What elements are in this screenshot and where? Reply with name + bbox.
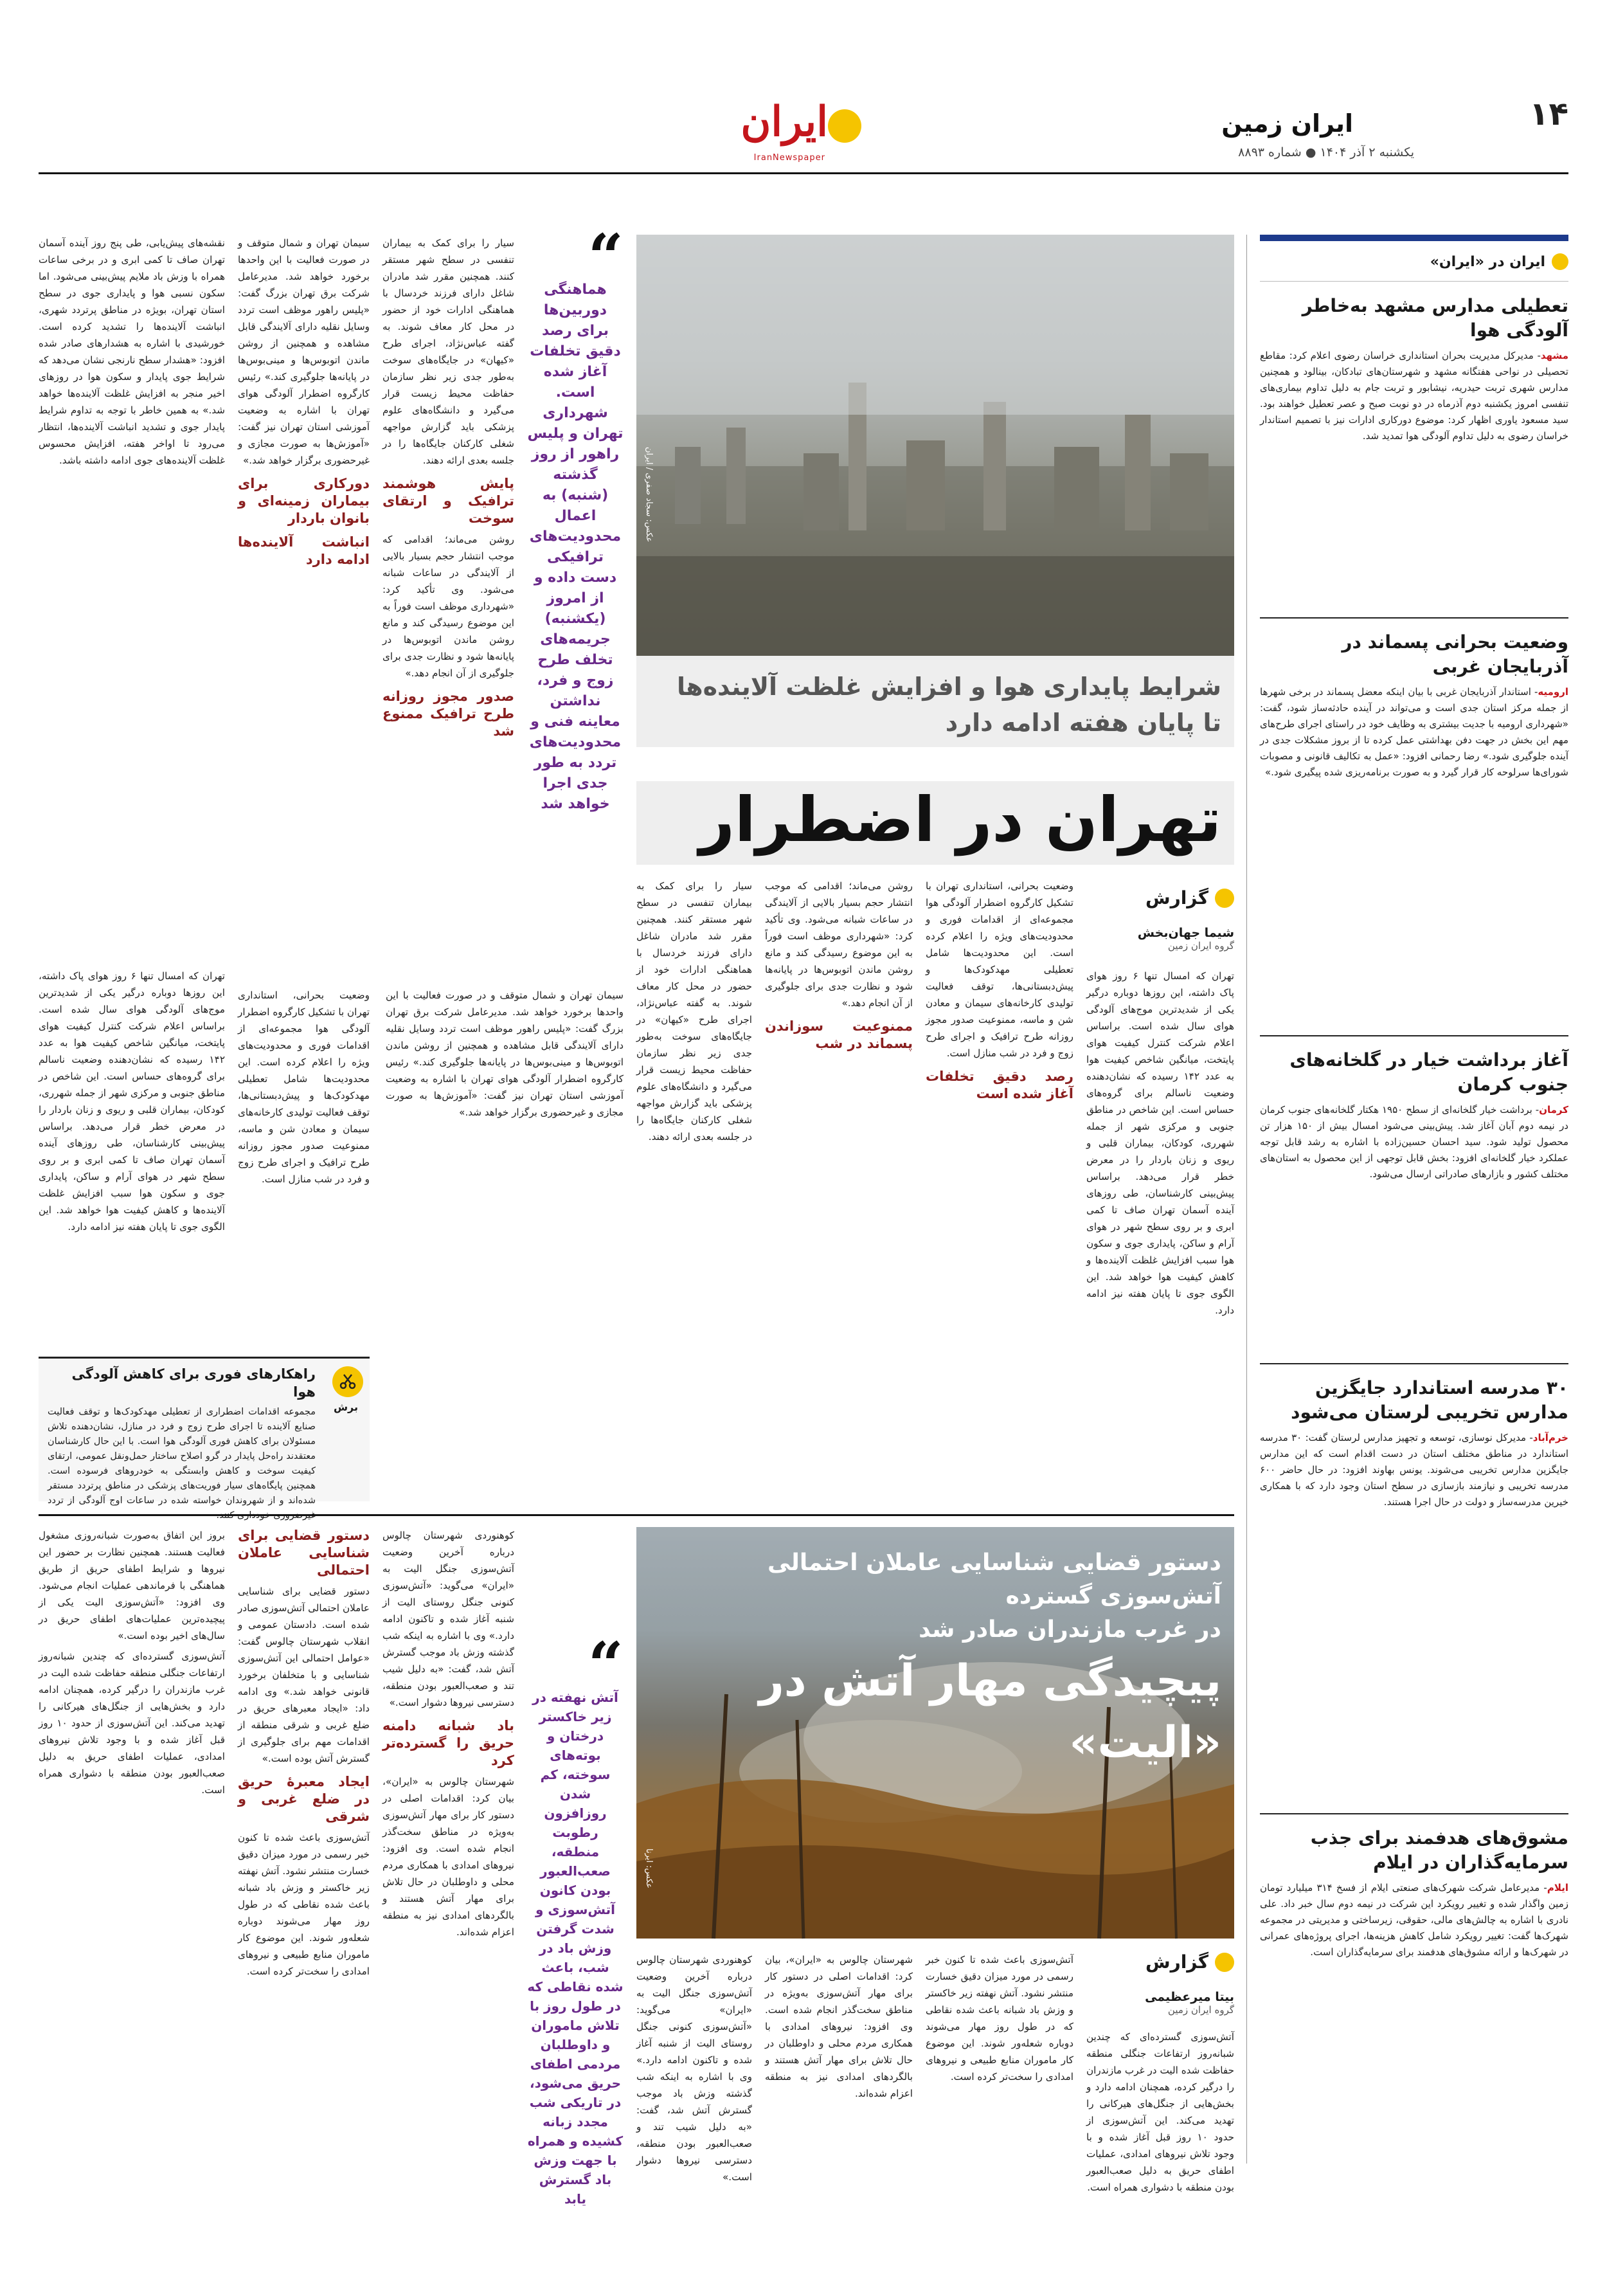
story-subhead: دستور قضایی برای شناسایی عاملان احتمالی [238,1528,370,1578]
sidebar-divider [1260,281,1568,282]
story-subhead: پایش هوشمند ترافیک و ارتقای سوخت [382,476,514,526]
story-subhead: صدور مجوز روزانه طرح ترافیک ممنوع شد [382,689,514,739]
story-paragraph: آتش‌سوزی گسترده‌ای که چندین شبانه‌روز ارتفاعات جنگلی منطقه حفاظت شده الیت در غرب مازندران را درگیر کرده، همچنان ادامه دارد و بخش‌هایی از جنگل‌های هیرکانی را تهدید می‌کند. این آتش‌سوزی از حدود ۱۰ روز قبل آغاز شده و با وجود تلاش نیروهای امدادی، عملیات اطفای حریق به دلیل صعب‌العبور بودن منطقه با دشواری همراه است. [1086,2031,1234,2193]
author-name: بیتا میرعظیمی [1145,1990,1234,2004]
story-subhead: رصد دقیق تخلفات آغاز شده است [926,1069,1073,1101]
byline [1086,1990,1234,2016]
story-paragraph: شهرستان چالوس به «ایران»، بیان کرد: اقدامات اصلی در دستور کار برای مهار آتش‌سوزی به‌ویژه در مناطق سخت‌گذر انجام شده است. وی افزود: نیروهای امدادی با همکاری مردم محلی و داوطلبان در حال تلاش برای مهار آتش هستند و بالگردهای امدادی نیز به منطقه اعزام شده‌اند. [382,1776,514,1938]
sidebar-item-text: - برداشت خیار گلخانه‌ای از سطح ۱۹۵۰ هکتار گلخانه‌های جنوب کرمان در نیمه دوم آبان آغاز شد. پیش‌بینی می‌شود امسال بیش از ۱۵۰ هزار تن محصول تولید شود. سید احسان حسین‌زاده با اشاره به رشد قابل توجه عملکرد خیار گلخانه‌ای افزود: بخش قابل توجهی از این محصول به استان‌های مختلف کشور و بازارهای صادراتی ارسال می‌شود. [1260,1104,1568,1180]
story-paragraph: آتش‌سوزی باعث شده تا کنون خبر رسمی در مورد میزان دقیق خسارت منتشر نشود. آتش نهفته زیر خاکستر و وزش باد شبانه باعث شده نقاطی که در طول روز مهار می‌شوند دوباره شعله‌ور شوند. این موضوع کار ماموران منابع طبیعی و نیروهای امدادی را سخت‌تر کرده است. [926,1954,1073,2083]
sidebar-item-title[interactable]: مشوق‌های هدفمند برای جذب سرمایه‌گذاران در ایلام [1310,1827,1568,1873]
report-tag-label: گزارش [1145,887,1208,908]
story-paragraph: روشن می‌ماند؛ اقدامی که موجب انتشار حجم بسیار بالایی از آلایندگی در ساعات شبانه می‌شود. وی تأکید کرد: «شهرداری موظف است فوراً به این موضوع رسیدگی کند و مانع روشن ماندن اتوبوس‌ها در پایانه‌ها شود و نظارت جدی برای جلوگیری از آن انجام دهد.» [765,880,913,1009]
sidebar-item-body [1260,1430,1568,1510]
story-column [238,235,370,974]
author-desk: گروه ایران زمین [1167,940,1234,952]
sidebar-item[interactable] [1260,1826,1568,1960]
scissors-box-title: راهکارهای فوری برای کاهش آلودگی هوا [71,1366,316,1400]
sidebar-top-rule [1260,235,1568,241]
story-subhead: انباشت آلاینده‌ها ادامه دارد [238,534,370,567]
story-paragraph: آتش‌سوزی گسترده‌ای که چندین شبانه‌روز ارتفاعات جنگلی منطقه حفاظت شده الیت در غرب مازندران را درگیر کرده، همچنان ادامه دارد و بخش‌هایی از جنگل‌های هیرکانی را تهدید می‌کند. این آتش‌سوزی از حدود ۱۰ روز قبل آغاز شده و با وجود تلاش نیروهای امدادی، عملیات اطفای حریق به دلیل صعب‌العبور بودن منطقه با دشواری همراه است. [39,1650,225,1796]
kicker-line: تا پایان هفته ادامه دارد [945,709,1221,737]
report-dot-icon [1215,889,1234,908]
story-paragraph: تهران که امسال تنها ۶ روز هوای پاک داشته، این روزها دوباره درگیر یکی از شدیدترین موج‌های آلودگی هوای سال شده است. براساس اعلام شرکت کنترل کیفیت هوای پایتخت، میانگین شاخص کیفیت هوا به عدد ۱۴۲ رسیده که نشان‌دهنده وضعیت ناسالم برای گروه‌های حساس است. این شاخص در مناطق جنوبی و مرکزی شهر از جمله شهرری، کودکان، بیماران قلبی و ریوی و زنان باردار را در معرض خطر قرار می‌دهد. براساس پیش‌بینی کارشناسان، طی روزهای آینده آسمان تهران صاف تا کمی ابری و بر روی سطح شهر در هوای آرام و ساکن، پایداری جوی و سکون هوا سبب افزایش غلظت آلاینده‌ها و کاهش کیفیت هوا خواهد شد. این الگوی جوی تا پایان هفته نیز ادامه دارد. [1086,970,1234,1316]
sidebar-divider [1260,617,1568,619]
story-subhead: دورکاری برای بیماران زمینه‌ای و بانوان باردار [238,476,370,526]
story-paragraph: روشن می‌ماند؛ اقدامی که موجب انتشار حجم بسیار بالایی از آلایندگی در ساعات شبانه می‌شود. وی تأکید کرد: «شهرداری موظف است فوراً به این موضوع رسیدگی کند و مانع روشن ماندن اتوبوس‌ها در پایانه‌ها شود و نظارت جدی برای جلوگیری از آن انجام دهد.» [382,534,514,679]
issue-date: یکشنبه ۲ آذر ۱۴۰۴ ● شماره ۸۸۹۳ [1238,145,1414,159]
sidebar-item-title[interactable]: تعطیلی مدارس مشهد به‌خاطر آلودگی هوا [1302,295,1568,341]
story-column [39,968,225,1347]
story-paragraph: سیمان تهران و شمال متوقف و در صورت فعالیت با این واحدها برخورد خواهد شد. مدیرعامل شرکت برق تهران بزرگ گفت: «پلیس راهور موظف است تردد وسایل نقلیه دارای آلایندگی قابل مشاهده و همچنین از روشن ماندن اتوبوس‌ها و مینی‌بوس‌ها در پایانه‌ها جلوگیری کند.» رئیس کارگروه اضطرار آلودگی هوای تهران با اشاره به وضعیت آموزشی استان تهران نیز گفت: «آموزش‌ها به صورت مجازی و غیرحضوری برگزار خواهد شد.» [238,237,370,466]
report-tag-label: گزارش [1145,1951,1208,1973]
story-column [926,1951,1073,2266]
story-paragraph: نقشه‌های پیش‌یابی، طی پنج روز آینده آسمان تهران صاف تا کمی ابری و در برخی ساعات همراه با وزش باد ملایم پیش‌بینی می‌شود. اما سکون نسبی هوا و پایداری جوی در سطح استان تهران، بویژه در مناطق پرتردد شهری، انباشت آلاینده‌ها را تشدید کرده است. خورشیدی با اشاره به هشدارهای صادر شده افزود: «هشدار سطح نارنجی نشان می‌دهد که شرایط جوی پایدار و سکون هوا در روزهای اخیر منجر به افزایش غلظت آلاینده‌ها خواهد شد.» به همین خاطر با توجه به تداوم شرایط پایدار جوی و تشدید انباشت آلاینده‌ها، انتظار می‌رود تا اواخر هفته، افزایش محسوس غلظت آلاینده‌های جوی ادامه داشته باشد. [39,237,225,466]
sidebar-item-text: - مدیرکل مدیریت بحران استانداری خراسان رضوی اعلام کرد: مقاطع تحصیلی در نواحی هفتگانه مشهد و شهرستان‌های تبادکان، بینالود و همچنین مدارس شهری تربت حیدریه، نیشابور و تربت جام به دلیل تداوم بیماری‌های تنفسی امروز یکشنبه دوم آذرماه در دو نوبت صبح و عصر تعطیل خواهند بود. سید مسعود یاوری اظهار کرد: موضوع دورکاری ادارات نیز با تصمیم استاندار خراسان رضوی به دلیل تداوم آلودگی هوا تمدید شد. [1260,350,1568,442]
quote-mark-icon: “ [588,1629,624,1701]
sidebar-item[interactable] [1260,630,1568,781]
story-column [636,878,752,1501]
sidebar-item-lead: ارومیه [1538,686,1568,698]
page-number: ۱۴ [1529,95,1568,132]
story-paragraph: کوهنوردی شهرستان چالوس درباره آخرین وضعیت آتش‌سوزی جنگل الیت به «ایران» می‌گوید: «آتش‌سوزی کنونی جنگل روستای الیت از شنبه آغاز شده و تاکنون ادامه دارد.» وی با اشاره به اینکه شب گذشته وزش باد موجب گسترش آتش شد، گفت: «به دلیل شیب تند و صعب‌العبور بودن منطقه، دسترسی نیروها دشوار است.» [382,1530,514,1708]
sidebar-item-body [1260,348,1568,444]
story-column [238,1527,370,2266]
newspaper-logo[interactable] [741,98,861,174]
story-paragraph: بروز این اتفاق به‌صورت شبانه‌روزی مشغول فعالیت هستند. همچنین نظارت بر حضور این نیروها و شرایط اطفای حریق از طریق هماهنگی با فرماندهی عملیات انجام می‌شود. وی افزود: «آتش‌سوزی الیت یکی از پیچیده‌ترین عملیات‌های اطفای حریق در سال‌های اخیر بوده است.» [39,1530,225,1641]
bottom-kicker [656,1546,1221,1647]
sidebar-header [1260,249,1568,275]
story-paragraph: آتش‌سوزی باعث شده تا کنون خبر رسمی در مورد میزان دقیق خسارت منتشر نشود. آتش نهفته زیر خاکستر و وزش باد شبانه باعث شده نقاطی که در طول روز مهار می‌شوند دوباره شعله‌ور شوند. این موضوع کار ماموران منابع طبیعی و نیروهای امدادی را سخت‌تر کرده است. [238,1832,370,1977]
story-column [238,987,370,1347]
sidebar-item-lead: کرمان [1539,1104,1568,1116]
story-paragraph: وضعیت بحرانی، استانداری تهران با تشکیل کارگروه اضطرار آلودگی هوا مجموعه‌ای از اقدامات فوری و محدودیت‌های ویژه را اعلام کرده است. این محدودیت‌ها شامل تعطیلی مهدکودک‌ها و پیش‌دبستانی‌ها، توقف فعالیت تولیدی کارخانه‌های سیمان و معادن شن و ماسه، ممنوعیت صدور مجوز روزانه طرح ترافیک و اجرای طرح زوج و فرد در شب منازل است. [926,880,1073,1059]
sidebar-item-text: - مدیرکل نوسازی، توسعه و تجهیز مدارس لرستان گفت: ۳۰ مدرسه استاندارد در مناطق مختلف استان در دست اقدام است که این مدارس جایگزین مدارس تخریبی می‌شوند. یونس بهاوند افزود: در حال حاضر ۶۰۰ مدرسه تخریبی و نیازمند بازسازی در سطح استان وجود دارد که با همکاری خیرین مدرسه‌ساز و دولت در حال اجرا هستند. [1260,1432,1568,1508]
story-paragraph: سیار را برای کمک به بیماران تنفسی در سطح شهر مستقر کنند. همچنین مقرر شد مادران شاغل دارای فرزند خردسال با هماهنگی ادارات خود از حضور در محل کار معاف شوند. به گفته عباس‌نژاد، اجرای طرح «کیهان» در جایگاه‌های سوخت به‌طور جدی زیر نظر سازمان حفاظت محیط زیست قرار می‌گیرد و دانشگاه‌های علوم پزشکی باید گزارش مواجهه شغلی کارکنان جایگاه‌ها را در جلسه بعدی ارائه دهند. [382,237,514,466]
story-column [636,1951,752,2266]
report-dot-icon [1215,1953,1234,1972]
story-column [926,878,1073,1501]
sidebar-item-title[interactable]: ۳۰ مدرسه استاندارد جایگزین مدارس تخریبی لرستان می‌شود [1291,1377,1568,1423]
story-subhead: ایجاد معبرهٔ حریق در ضلع غربی و شرقی [238,1774,370,1824]
photo-credit: عکس: ایرنا [644,1849,654,1889]
scissors-glyph [339,1373,357,1391]
sidebar-item-title[interactable]: وضعیت بحرانی پسماند در آذربایجان غربی [1342,631,1568,677]
pull-quote-text: هماهنگی دوربین‌ها برای رصد دقیق تخلفات آغاز شده است. شهرداری تهران و پلیس راهور از روز گذشته (شنبه) به اعمال محدودیت‌های ترافیکی دست داده و از امروز (یکشنبه) جریمه‌های تخلف طرح زوج و فرد، نداشتن معاینه فنی و محدودیت‌های تردد به طور جدی اجرا خواهد شد [527,282,624,812]
story-subhead: ممنوعیت سوزاندن پسماند در شب [765,1018,913,1051]
sidebar-item[interactable] [1260,1048,1568,1182]
story-column [1086,968,1234,1501]
top-story [39,221,1234,1506]
logo-sun-icon [828,109,861,143]
top-story-kicker [636,656,1234,747]
scissors-box-body: مجموعه اقدامات اضطراری از تعطیلی مهدکودک‌ها و توقف فعالیت صنایع آلاینده تا اجرای طرح زوج و فرد در منازل، نشان‌دهنده تلاش مسئولان برای کاهش فوری آلودگی هوا است. با این حال کارشناسان معتقدند راه‌حل پایدار در گرو اصلاح ساختار حمل‌ونقل عمومی، ارتقای کیفیت سوخت و کاهش وابستگی به خودروهای فرسوده است. همچنین پایگاه‌های سیار فوریت‌های پزشکی در مناطق پرتردد مستقر شده‌اند و از شهروندان خواسته شده در ساعات اوج آلودگی از تردد [48,1407,316,1506]
sidebar-divider [1260,1035,1568,1036]
author-name: شیما جهان‌بخش [1137,926,1234,940]
sidebar-item-text: - مدیرعامل شرکت شهرک‌های صنعتی ایلام از فسخ ۳۱۴ میلیارد تومان زمین واگذار شده و تغییر رویکرد این شرکت در نیمه دوم سال خبر داد. علی نادری با اشاره به چالش‌های مالی، حقوقی، زیرساختی و مدیریتی در مجموعه شهرک‌ها گفت: تغییر رویکرد شامل کاهش هزینه‌ها، اجرای پروژه‌های عمرانی در شهرک‌ها و ارائه مشوق‌های هدفمند برای سرمایه‌گذاران است. [1260,1882,1568,1958]
sidebar-item[interactable] [1260,294,1568,444]
masthead [0,77,1607,180]
sidebar-divider [1260,1363,1568,1364]
story-column [39,1527,225,2266]
story-divider [39,1514,1234,1516]
bottom-headline: پیچیدگی مهار آتش در «الیت» [759,1656,1221,1768]
sidebar-item-title[interactable]: آغاز برداشت خیار در گلخانه‌های جنوب کرمان [1289,1049,1568,1095]
story-column [765,878,913,1501]
scissors-icon [332,1366,363,1397]
photo-credit: عکس: سجاد صفری / ایران [644,447,654,543]
quote-mark-icon: “ [588,221,624,293]
story-paragraph: شهرستان چالوس به «ایران»، بیان کرد: اقدامات اصلی در دستور کار برای مهار آتش‌سوزی به‌ویژه در مناطق سخت‌گذر انجام شده است. وی افزود: نیروهای امدادی با همکاری مردم محلی و داوطلبان در حال تلاش برای مهار آتش هستند و بالگردهای امدادی نیز به منطقه اعزام شده‌اند. [765,1954,913,2099]
top-story-headline: تهران در اضطرار [636,781,1234,865]
kicker-line: در غرب مازندران صادر شد [919,1616,1221,1643]
pull-quote-text: آتش نهفته در زیر خاکستر درختان و بوته‌های سوخته، کم شدن روزافزون رطوبت منطقه، صعب‌العبور بودن کانون آتش‌سوزی و شدت گرفتن وزش باد در شب، باعث شده نقاطی که در طول روز با تلاش ماموران و داوطلبان مردمی اطفای حریق می‌شود، در تاریکی شب مجدد زبانه کشیده و همراه با جهت وزش باد گسترش یابد [527,1690,624,2207]
bottom-story [39,1527,1234,2266]
sidebar-item-text: - استاندار آذربایجان غربی با بیان اینکه معضل پسماند در برخی شهرها از جمله مرکز استان جدی است و می‌تواند در آینده حادثه‌ساز شود، گفت: «شهرداری ارومیه با جدیت بیشتری به وظایف خود در راستای اجرای طرح‌های مهم این بخش در جهت دفن بهداشتی عمل کرده تا از بروز مشکلات جدی در آینده جلوگیری شود.» رضا رحمانی افزود: «عمل به تکالیف قانونی و مصوبات شورای‌ها سرلوحه کار قرار گیرد و به صورت برنامه‌ریزی شده پیگیری شود.» [1260,686,1568,778]
scissors-box [39,1357,370,1506]
sidebar-item-lead: خرم‌آباد [1532,1432,1568,1443]
story-paragraph: وضعیت بحرانی، استانداری تهران با تشکیل کارگروه اضطرار آلودگی هوا مجموعه‌ای از اقدامات فوری و محدودیت‌های ویژه را اعلام کرده است. این محدودیت‌ها شامل تعطیلی مهدکودک‌ها و پیش‌دبستانی‌ها، توقف فعالیت تولیدی کارخانه‌های سیمان و معادن شن و ماسه، ممنوعیت صدور مجوز روزانه طرح ترافیک و اجرای طرح زوج و فرد در شب منازل است. [238,990,370,1185]
masthead-rule [39,172,1568,174]
kicker-line: شرایط پایداری هوا و افزایش غلظت آلاینده‌ها [676,673,1221,701]
author-desk: گروه ایران زمین [1167,2004,1234,2016]
sidebar-header-dot-icon [1552,253,1568,270]
sidebar-item[interactable] [1260,1376,1568,1510]
story-column [382,1527,514,2266]
bottom-headline-block [656,1546,1221,1774]
pull-quote [527,1629,624,2209]
story-paragraph: سیار را برای کمک به بیماران تنفسی در سطح شهر مستقر کنند. همچنین مقرر شد مادران شاغل دارای فرزند خردسال با هماهنگی ادارات خود از حضور در محل کار معاف شوند. به گفته عباس‌نژاد، اجرای طرح «کیهان» در جایگاه‌های سوخت به‌طور جدی زیر نظر سازمان حفاظت محیط زیست قرار می‌گیرد و دانشگاه‌های علوم پزشکی باید گزارش مواجهه شغلی کارکنان جایگاه‌ها را در جلسه بعدی ارائه دهند. [636,880,752,1143]
story-column [386,987,624,1501]
pull-quote [527,221,624,815]
story-column [382,235,514,974]
sidebar-header-label: ایران در «ایران» [1430,253,1545,270]
sidebar-item-lead: ایلام [1547,1882,1568,1894]
sidebar-column-rule [1246,235,1247,2164]
sidebar-divider [1260,1813,1568,1814]
story-paragraph: تهران که امسال تنها ۶ روز هوای پاک داشته، این روزها دوباره درگیر یکی از شدیدترین موج‌های آلودگی هوای سال شده است. براساس اعلام شرکت کنترل کیفیت هوای پایتخت، میانگین شاخص کیفیت هوا به عدد ۱۴۲ رسیده که نشان‌دهنده وضعیت ناسالم برای گروه‌های حساس است. این شاخص در مناطق جنوبی و مرکزی شهر از جمله شهرری، کودکان، بیماران قلبی و ریوی و زنان باردار را در معرض خطر قرار می‌دهد. براساس پیش‌بینی کارشناسان، طی روزهای آینده آسمان تهران صاف تا کمی ابری و بر روی سطح شهر در هوای آرام و ساکن، پایداری جوی و سکون هوا سبب افزایش غلظت آلاینده‌ها و کاهش کیفیت هوا خواهد شد. این الگوی جوی تا پایان هفته نیز ادامه دارد. [39,970,225,1233]
story-subhead: باد شبانه دامنه حریق را گسترده‌تر کرد [382,1718,514,1768]
report-tag [1144,887,1234,908]
scissors-label: برش [333,1401,358,1413]
report-tag [1144,1951,1234,1973]
story-paragraph: دستور قضایی برای شناسایی عاملان احتمالی آتش‌سوزی صادر شده است. دادستان عمومی و انقلاب شهرستان چالوس گفت: «عوامل احتمالی این آتش‌سوزی شناسایی و با متخلفان برخورد قانونی خواهد شد.» وی ادامه داد: «ایجاد معبرهای حریق در ضلع غربی و شرقی منطقه از اقدامات مهم برای جلوگیری از گسترش آتش بوده است.» [238,1586,370,1764]
sidebar-item-body [1260,1880,1568,1960]
sidebar-item-body [1260,1102,1568,1182]
story-column [39,235,225,955]
sidebar [1260,235,1568,2164]
logo-subtitle: IranNewspaper [753,153,825,163]
smog-cityscape [636,235,1234,656]
story-column [765,1951,913,2266]
byline [1086,926,1234,952]
logo-wordmark: ایران [741,98,828,146]
kicker-line: دستور قضایی شناسایی عاملان احتمالی آتش‌سوزی گسترده [767,1550,1221,1609]
section-title: ایران زمین [1221,109,1353,138]
smog-photo [636,235,1234,656]
sidebar-item-lead: مشهد [1540,350,1568,361]
story-paragraph: سیمان تهران و شمال متوقف و در صورت فعالیت با این واحدها برخورد خواهد شد. مدیرعامل شرکت برق تهران بزرگ گفت: «پلیس راهور موظف است تردد وسایل نقلیه دارای آلایندگی قابل مشاهده و همچنین از روشن ماندن اتوبوس‌ها و مینی‌بوس‌ها در پایانه‌ها جلوگیری کند.» رئیس کارگروه اضطرار آلودگی هوای تهران با اشاره به وضعیت آموزشی استان تهران نیز گفت: «آموزش‌ها به صورت مجازی و غیرحضوری برگزار خواهد شد.» [386,990,624,1118]
story-paragraph: کوهنوردی شهرستان چالوس درباره آخرین وضعیت آتش‌سوزی جنگل الیت به «ایران» می‌گوید: «آتش‌سوزی کنونی جنگل روستای الیت از شنبه آغاز شده و تاکنون ادامه دارد.» وی با اشاره به اینکه شب گذشته وزش باد موجب گسترش آتش شد، گفت: «به دلیل شیب تند و صعب‌العبور بودن منطقه، دسترسی نیروها دشوار است.» [636,1954,752,2183]
story-column [1086,2029,1234,2266]
sidebar-item-body [1260,684,1568,781]
